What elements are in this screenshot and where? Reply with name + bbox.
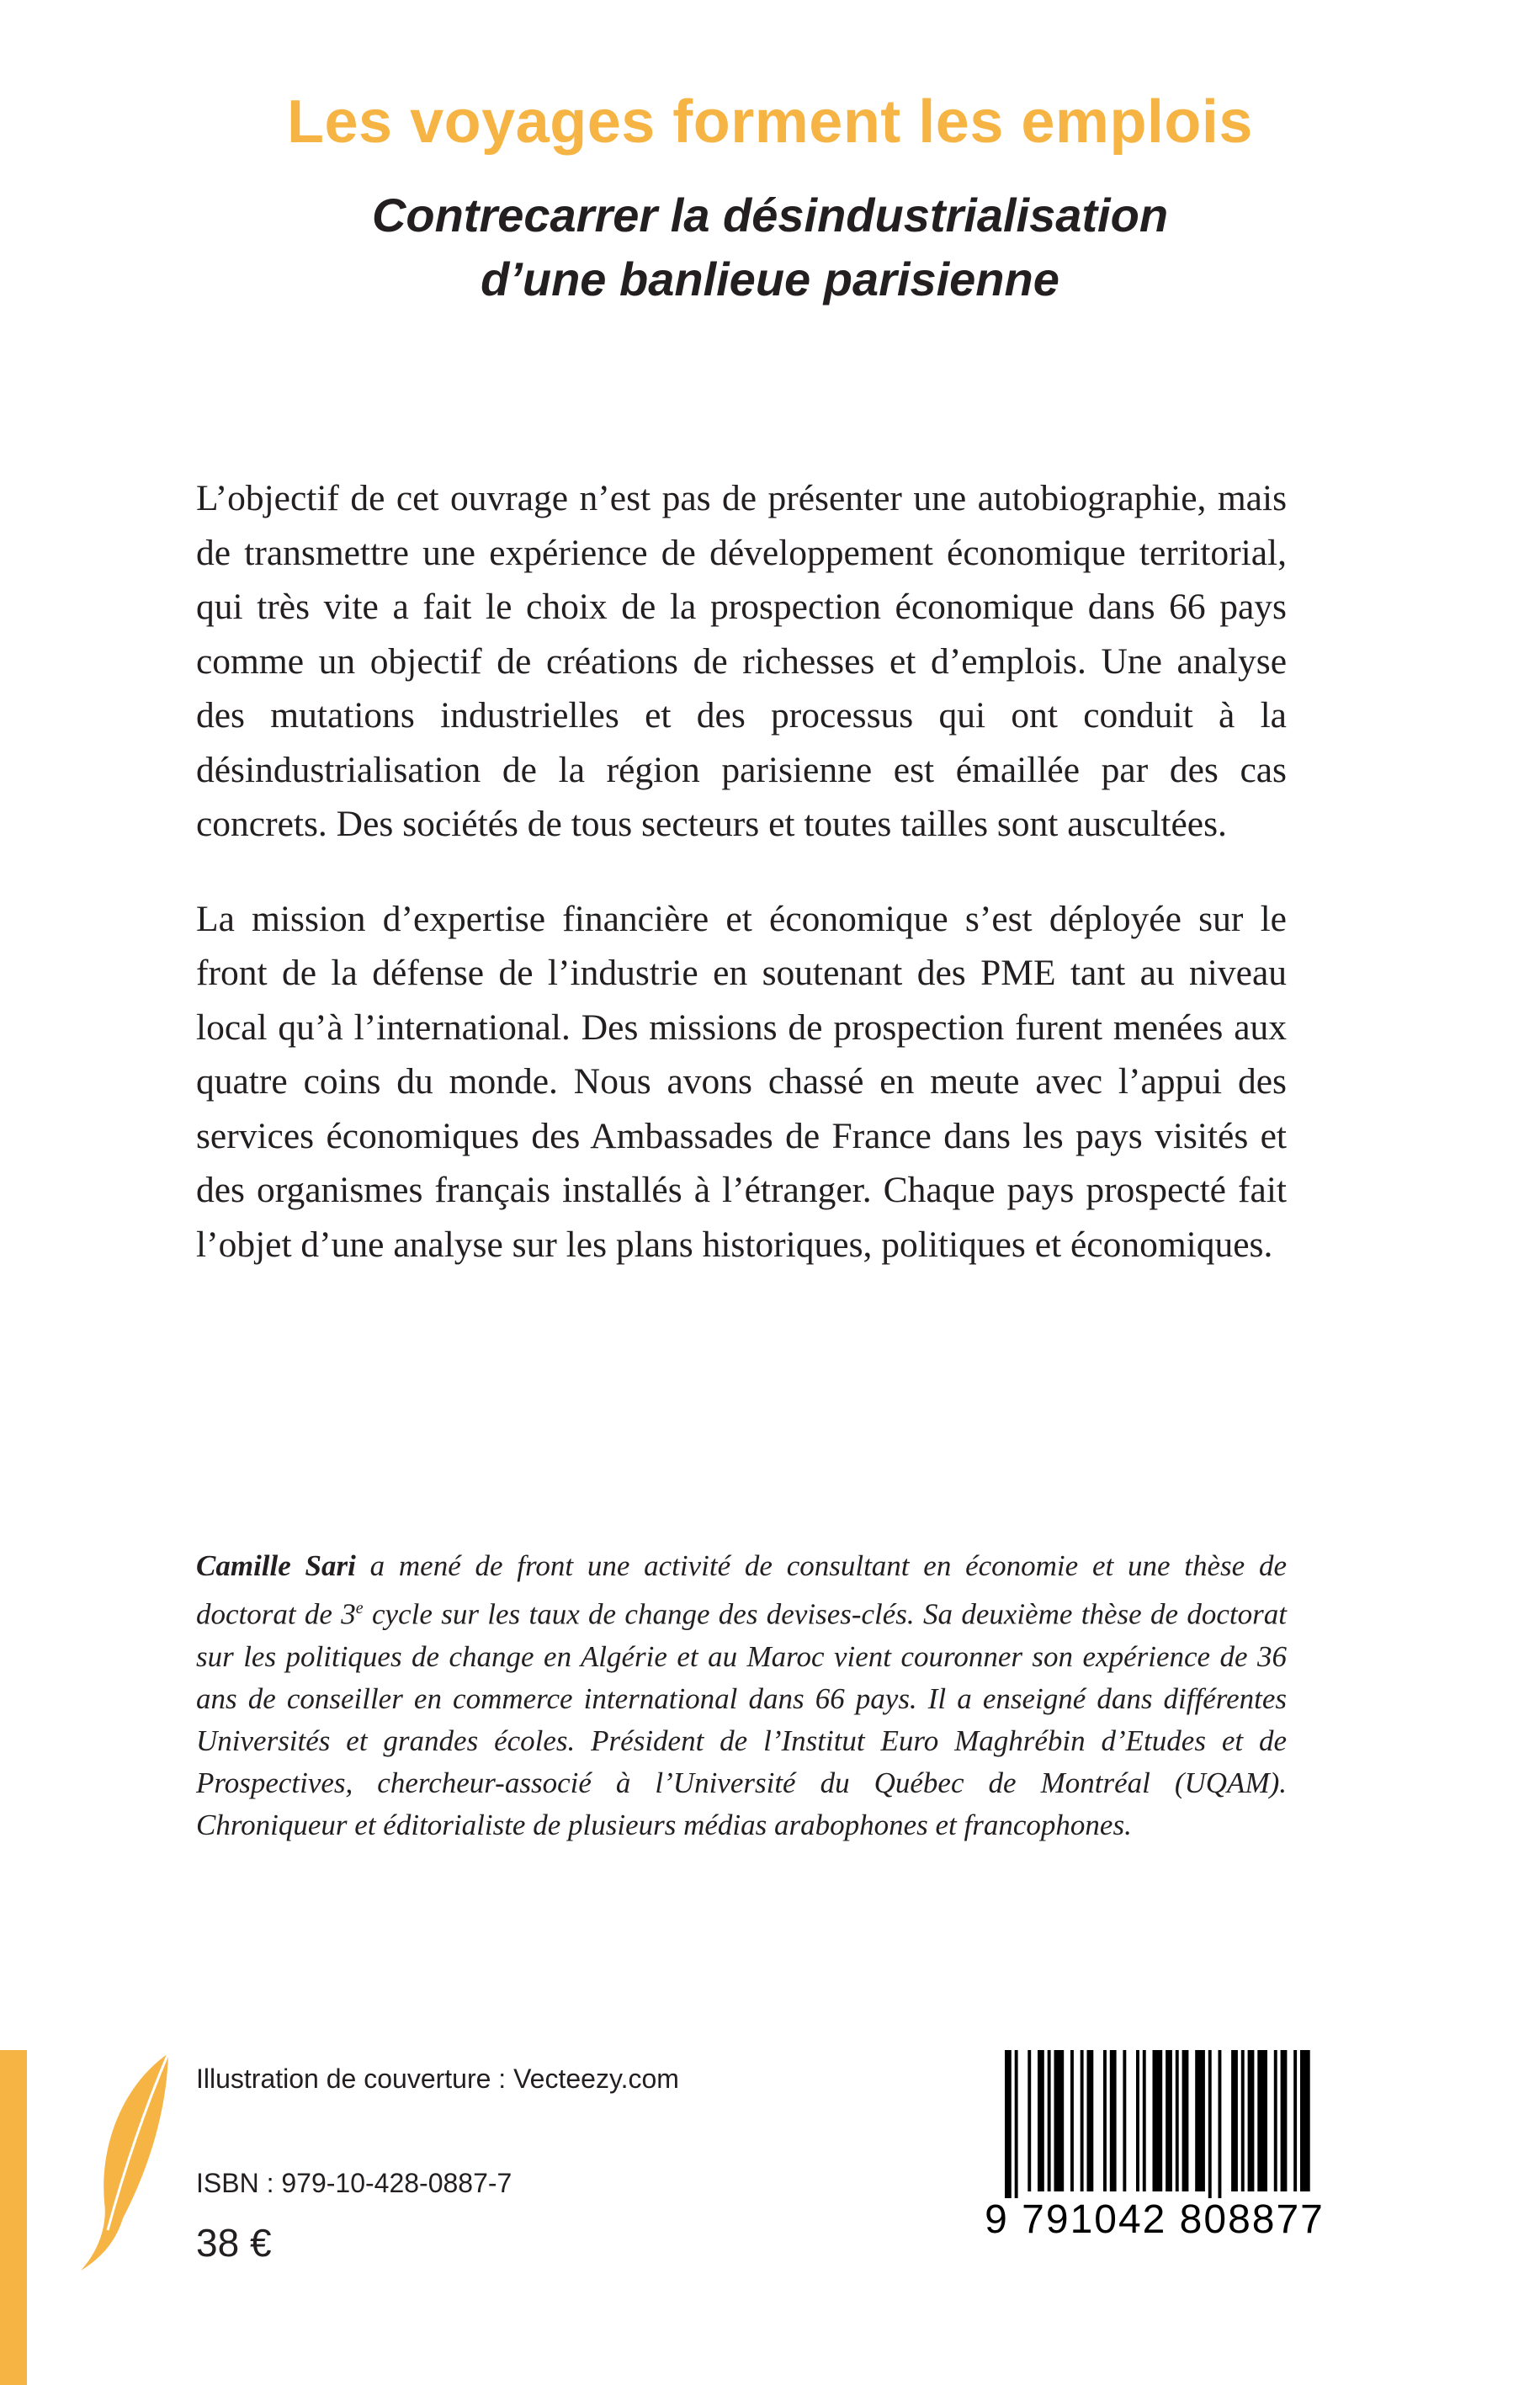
barcode-bar: [1293, 2050, 1297, 2191]
illustration-credit: Illustration de couverture : Vecteezy.com: [196, 2064, 679, 2094]
barcode-bar: [1015, 2050, 1018, 2198]
author-bio: [196, 1545, 1287, 1846]
barcode-bar: [1208, 2050, 1212, 2198]
barcode-bar: [1110, 2050, 1117, 2191]
accent-bar: [0, 2050, 27, 2385]
subtitle-line-2: d’une banlieue parisienne: [481, 252, 1059, 305]
barcode-bar: [1028, 2050, 1031, 2191]
barcode-bar: [1274, 2050, 1277, 2191]
price-text: 38 €: [196, 2221, 272, 2265]
bio-text-part-1: a mené de front une activité de consultant en économie et une thèse de doctorat de 3: [196, 1549, 1287, 1631]
subtitle-line-1: Contrecarrer la désindustrialisation: [371, 189, 1169, 242]
barcode-bar: [1136, 2050, 1139, 2191]
blurb-paragraph-2: La mission d’expertise financière et économique s’est déployée sur le front de la défense de l’industrie en soutenant des PME tant au niveau local qu’à l’international. Des missions de prospection furent menées aux quatre coins du monde. Nous avons chassé en meute avec l’appui des services économiques des Ambassades de France dans les pays visités et des organismes français installés à l’étranger. Chaque pays prospecté fait l’objet d’une analyse sur les plans historiques, politiques et économiques.: [196, 898, 1287, 1265]
book-subtitle: [0, 183, 1540, 311]
barcode-digits: 9 791042 808877: [985, 2197, 1325, 2242]
barcode-bar: [1248, 2050, 1255, 2191]
author-name: Camille Sari: [196, 1549, 356, 1582]
barcode-bar: [1195, 2050, 1205, 2191]
barcode-bar: [1219, 2050, 1222, 2198]
isbn-text: ISBN : 979-10-428-0887-7: [196, 2168, 512, 2198]
barcode-bar: [1153, 2050, 1163, 2191]
barcode-bar: [1257, 2050, 1267, 2191]
barcode-bar: [1048, 2050, 1051, 2191]
bio-text-part-2: cycle sur les taux de change des devises-clés. Sa deuxième thèse de doctorat sur les politiques de change en Algérie et au Maroc vient couronner son expérience de 36 ans de conseiller en commerce international dans 66 pays. Il a enseigné dans différentes Universités et grandes écoles. Président de l’Institut Euro Maghrébin d’Etudes et de Prospectives, chercheur-associé à l’Université du Québec de Montréal (UQAM). Chroniqueur et éditorialiste de plusieurs médias arabophones et francophones.: [196, 1597, 1287, 1841]
barcode-bar: [1123, 2050, 1126, 2191]
bio-superscript: e: [355, 1599, 364, 1617]
barcode-bar: [1054, 2050, 1065, 2191]
barcode-bar: [1087, 2050, 1094, 2191]
back-cover-blurb: [196, 471, 1287, 1312]
barcode-bar: [1231, 2050, 1238, 2191]
barcode-bars: [985, 2047, 1325, 2198]
barcode-bar: [1241, 2050, 1245, 2191]
barcode-bar: [1038, 2050, 1044, 2191]
barcode-bar: [1143, 2050, 1146, 2191]
feather-icon: [74, 2050, 175, 2303]
barcode-bar: [1166, 2050, 1172, 2191]
barcode-bar: [1005, 2050, 1012, 2198]
barcode-bar: [1176, 2050, 1179, 2191]
barcode-bar: [1281, 2050, 1288, 2191]
barcode-bar: [1182, 2050, 1189, 2191]
barcode-bar: [1081, 2050, 1084, 2191]
barcode: [985, 2047, 1325, 2269]
barcode-bar: [1070, 2050, 1074, 2191]
barcode-bar: [1103, 2050, 1107, 2191]
blurb-paragraph-1: L’objectif de cet ouvrage n’est pas de présenter une autobiographie, mais de transmettre une expérience de développement économique territorial, qui très vite a fait le choix de la prospection économique dans 66 pays comme un objectif de créations de richesses et d’emplois. Une analyse des mutations industrielles et des processus qui ont conduit à la désindustrialisation de la région parisienne est émaillée par des cas concrets. Des sociétés de tous secteurs et toutes tailles sont auscultées.: [196, 478, 1287, 844]
barcode-bar: [1300, 2050, 1310, 2191]
book-title: Les voyages forment les emplois: [287, 88, 1253, 156]
